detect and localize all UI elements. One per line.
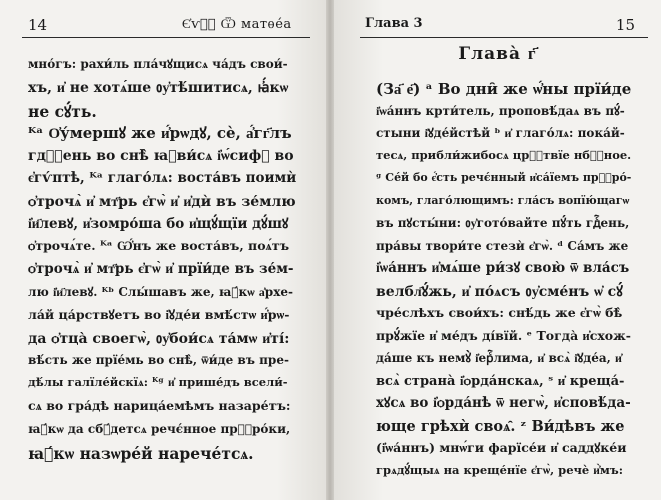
text-line: мно́гъ: рахи́ль пла́чꙋщисѧ ча́дъ свои́- — [28, 57, 288, 71]
text-line: ѻ҆трочѧ̀ и҆ мт҃рь є҆гѡ̀ и҆ и҆дѝ въ зе́млю — [28, 193, 296, 210]
text-line: чре́слѣхъ свои́хъ: снѣ́дь же є҆гѡ̀ бѣ̀ — [376, 305, 623, 320]
text-line: і҆ѡа́ннъ крти́тель, проповѣ́даѧ въ пꙋ́- — [376, 103, 625, 118]
right-page-number: 15 — [615, 16, 635, 34]
text-line: ѻ҆трочѧ́те. ᴷᵃ Ѡ҆́нъ же воста́въ, поѧ́тъ — [28, 238, 290, 254]
text-line: стыни і҆ꙋде́йстѣй ᵇ и҆ глаго́лѧ: пока́й- — [376, 126, 625, 140]
text-line: ла́й ца́рствꙋетъ во і҆ꙋде́и вмѣ́стѡ и҆́рѡ- — [28, 306, 290, 322]
left-page-number: 14 — [28, 16, 48, 34]
left-page — [0, 0, 326, 500]
left-header-rule — [22, 37, 310, 38]
text-line: (За҃ е҃) ᵃ Во дни̑ же ѡ҆́ны прїи́де — [376, 80, 632, 98]
text-line: всѧ̀ страна̀ і҆ѻрда́нскаѧ, ˢ и҆ креща́- — [376, 373, 625, 389]
text-line: гдⷭ҇ень во снѣ̀ ꙗ҆ви́сѧ і҆ѡ́сифꙋ во — [28, 148, 294, 165]
text-line: хъ, и҆ не хотѧ́ше ᲂу҆тѣ́шитисѧ, ꙗ҆́кѡ — [28, 79, 289, 96]
left-running-title: Є҆ѵⷢ҇ Ѿ матѳе́а — [182, 17, 292, 32]
text-line: і҆и҃левꙋ, и҆зомро́ша бо и҆щꙋ́щїи дꙋ́шꙋ — [28, 215, 289, 232]
chapter-heading: Глава̀ г҃ — [458, 44, 537, 64]
text-line: въ пꙋсты́ни: ᲂу҆гото́вайте пꙋ́ть гдⷭ҇ень, — [376, 216, 630, 230]
book-gutter — [326, 0, 334, 500]
text-line: грѧдꙋ́щыѧ на креще́нїе є҆гѡ̀, речѐ и҆̀мъ: — [376, 462, 623, 477]
text-line: і҆ѡа́ннъ и҆мѧ́ше ри́зꙋ свою̀ ѿ вла́съ — [376, 260, 630, 276]
text-line: ᵍ Се́й бо є҆́сть речє́нный и҆са́їемъ прⷪ҇ро́- — [376, 171, 632, 184]
text-line: не сꙋ́ть. — [28, 101, 97, 121]
text-line: ꙗ҆́кѡ назѡре́й нарече́тсѧ. — [28, 443, 254, 463]
text-line: ѻ҆трочѧ̀ и҆ мт҃рь є҆гѡ̀ и҆ прїи́де въ зе́м- — [28, 261, 294, 278]
right-running-title: Глава 3 — [365, 16, 423, 31]
text-line: да ѻ҆тца̀ своегѡ̀, ᲂу҆бои́сѧ та́мѡ и҆ті́: — [28, 330, 290, 347]
text-line: велбл҄ꙋ́жь, и҆ по́ѧсъ ᲂу҆сме́нъ ѡ҆ сꙋ́ — [376, 283, 623, 300]
right-header-rule — [360, 37, 648, 38]
text-line: да́ше къ немꙋ̀ і҆ерⷭ҇лима, и҆ всѧ̀ і҆ꙋде́а, и҆ — [376, 351, 622, 365]
text-line: комъ, глаго́лющимъ: гла́съ вопїю́щагѡ — [376, 193, 630, 207]
text-line: хꙋсѧ во і҆ѻрда́нѣ ѿ негѡ̀, и҆сповѣ́да- — [376, 395, 631, 411]
right-page — [334, 0, 661, 500]
text-line: прꙋ́жїе и҆ ме́дъ ді́вїй. ᵉ Тогда̀ и҆схож- — [376, 327, 631, 343]
text-line: є҆гѵ́птѣ, ᴷᵃ глаго́лѧ: воста́въ поимѝ — [28, 170, 297, 186]
text-line: ꙗ҆́кѡ да сбꙋ́детсѧ речє́нное прⷪ҇ро́ки, — [28, 421, 291, 436]
text-line: дѣ́лы галїле́йскїѧ: ᴷᵍ и҆ прише́дъ всели́- — [28, 375, 288, 390]
text-line: вѣ́сть же прїе́мь во снѣ̀, ѿи́де въ пре- — [28, 353, 289, 368]
text-line: пра́вы твори́те стезѝ є҆гѡ̀. ᵈ Са́мъ же — [376, 238, 629, 253]
text-line: лю і҆и҃левꙋ. ᴷᵇ Слы́шавъ же, ꙗ҆́кѡ а҆рхе- — [28, 285, 293, 299]
text-line: ᴷᵃ О҆у́мершꙋ же и҆́рѡдꙋ, сѐ, а҆́гг҃лъ — [28, 124, 292, 143]
text-line: тесѧ, прибли́жибосѧ црⷭ҇твїе нбⷭ҇ное. — [376, 147, 632, 162]
text-line: юще грѣхѝ своѧ̑. ᶻ Ви́дѣвъ же — [376, 417, 625, 435]
text-line: (і҆ѡа́ннъ) мнѡ́ги фарїсе́и и҆ саддꙋке́и — [376, 440, 627, 455]
text-line: сѧ во гра́дѣ нарица́емѣмъ назаре́тъ: — [28, 398, 291, 413]
